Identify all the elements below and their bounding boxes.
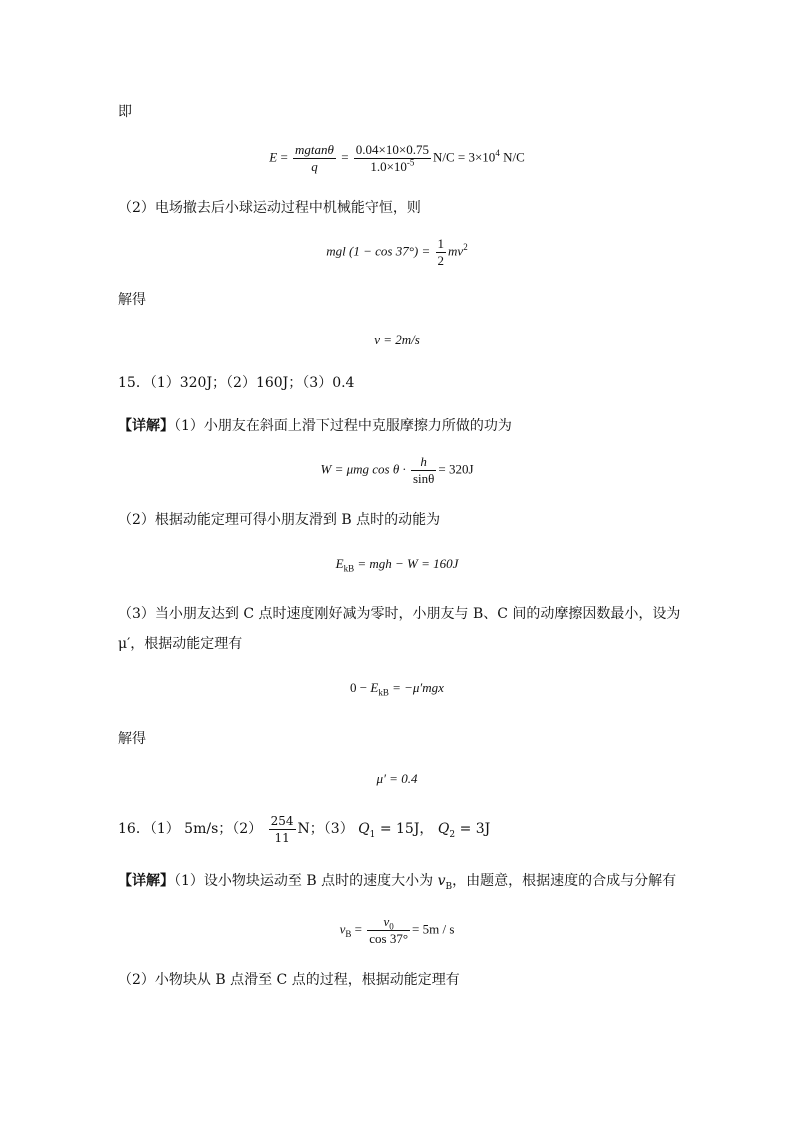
velocity-symbol: v xyxy=(437,873,446,889)
num-symbol: v xyxy=(383,914,390,929)
equation-field-strength: E = $\frac{mgtan\theta}{q}$ = $\frac{0.04\times 10\times 0.75}{1.0\times 10^{-5}}$ $N/C = 3\times 10^4$ N/C xyxy=(269,142,525,174)
unit: N/C xyxy=(432,149,455,165)
fraction-numerator xyxy=(367,914,410,931)
eq-rhs: = 5m / s xyxy=(412,921,455,937)
fraction xyxy=(367,914,410,947)
heat-subscript: 1 xyxy=(369,829,376,840)
answer-prefix: 16．（1） 5m/s；（2） xyxy=(118,821,263,837)
detail-tag: 【详解】 xyxy=(118,418,174,434)
eq-rhs: = 320J xyxy=(438,461,474,477)
answer-mid: N；（3） xyxy=(297,821,354,837)
heat-subscript: 2 xyxy=(449,829,456,840)
energy-symbol: E xyxy=(370,680,379,695)
energy-symbol: E xyxy=(335,556,344,571)
paragraph-solve: 解得 xyxy=(118,292,146,308)
paragraph-15-part2: （2）根据动能定理可得小朋友滑到 B 点时的动能为 xyxy=(118,512,441,528)
fraction-denominator: 2 xyxy=(437,253,445,268)
equation-kinetic-energy xyxy=(0,556,794,572)
num-subscript: 0 xyxy=(389,921,394,932)
eq-rhs: = −μ′mgx xyxy=(392,680,444,695)
equation-mu: μ′ = 0.4 xyxy=(376,771,418,786)
fraction-denominator: 11 xyxy=(274,830,290,845)
rhs-exponent: 4 xyxy=(495,148,500,159)
equation-energy xyxy=(0,236,794,269)
fraction-denominator: cos 37° xyxy=(369,931,409,946)
eq-lhs: W = μmg cos θ · xyxy=(320,461,406,477)
detail-tail: ，由题意，根据速度的合成与分解有 xyxy=(452,873,677,889)
detail-15-part1 xyxy=(118,416,512,436)
unit: N/C xyxy=(503,149,525,165)
paragraph-15-part3: （3）当小朋友达到 C 点时速度刚好减为零时，小朋友与 B、C 间的动摩擦因数最小，设为 xyxy=(118,606,681,622)
fraction xyxy=(411,454,436,487)
eq-rhs: mv xyxy=(448,243,464,259)
velocity-subscript: B xyxy=(345,929,352,940)
fraction-numerator: h xyxy=(411,454,436,471)
rhs-exponent: 2 xyxy=(463,242,468,253)
detail-text: （1）小朋友在斜面上滑下过程中克服摩擦力所做的功为 xyxy=(174,418,512,434)
den-exponent: -5 xyxy=(406,157,415,168)
heat-value: = 15J， xyxy=(379,821,434,837)
fraction xyxy=(436,236,447,269)
energy-subscript: kB xyxy=(343,563,355,574)
fraction-numerator: 254 xyxy=(270,813,294,828)
paragraph-ji: 即 xyxy=(118,104,132,120)
paragraph-15-part3-cont: μ′，根据动能定理有 xyxy=(118,636,243,652)
heat-symbol: Q xyxy=(358,821,370,837)
fraction xyxy=(293,142,336,175)
detail-text: （1）设小物块运动至 B 点时的速度大小为 xyxy=(174,873,434,889)
fraction-denominator: q xyxy=(311,159,318,174)
eq-lhs: mgl (1 − cos 37°) = xyxy=(326,243,431,259)
detail-16-part1 xyxy=(118,871,676,891)
eq-lhs: 0 − xyxy=(350,680,368,695)
heat-value: = 3J xyxy=(459,821,491,837)
equation-friction xyxy=(0,680,794,696)
eq-rhs: = mgh − W = 160J xyxy=(357,556,459,571)
equation-work xyxy=(0,454,794,487)
paragraph-energy-conservation: （2）电场撤去后小球运动过程中机械能守恒，则 xyxy=(118,200,421,216)
fraction-denominator xyxy=(354,159,431,175)
velocity-symbol: v xyxy=(339,921,346,937)
eq-rhs: 3×10 xyxy=(468,149,496,165)
paragraph-solve-2: 解得 xyxy=(118,731,146,747)
fraction-numerator: 1 xyxy=(437,236,445,251)
detail-tag: 【详解】 xyxy=(118,873,174,889)
fraction xyxy=(354,142,431,175)
heat-symbol: Q xyxy=(437,821,450,837)
fraction xyxy=(269,813,296,846)
velocity-subscript: B xyxy=(445,881,453,892)
fraction-numerator: mgtanθ xyxy=(295,142,334,157)
energy-subscript: kB xyxy=(378,687,389,698)
equation-velocity: v = 2m/s xyxy=(374,332,420,347)
den-base: 1.0×10 xyxy=(370,159,407,174)
fraction-numerator: 0.04×10×0.75 xyxy=(355,142,429,157)
answer-16 xyxy=(118,812,490,846)
paragraph-16-part2: （2）小物块从 B 点滑至 C 点的过程，根据动能定理有 xyxy=(118,972,460,988)
answer-15: 15．（1）320J；（2）160J；（3）0.4 xyxy=(118,375,355,391)
fraction-denominator: sinθ xyxy=(412,471,435,486)
equation-velocity-b: $v_B$ = $\frac{v_0}{\cos 37^\circ}$ = 5m / s xyxy=(339,914,455,946)
eq-lhs: E xyxy=(269,149,278,165)
